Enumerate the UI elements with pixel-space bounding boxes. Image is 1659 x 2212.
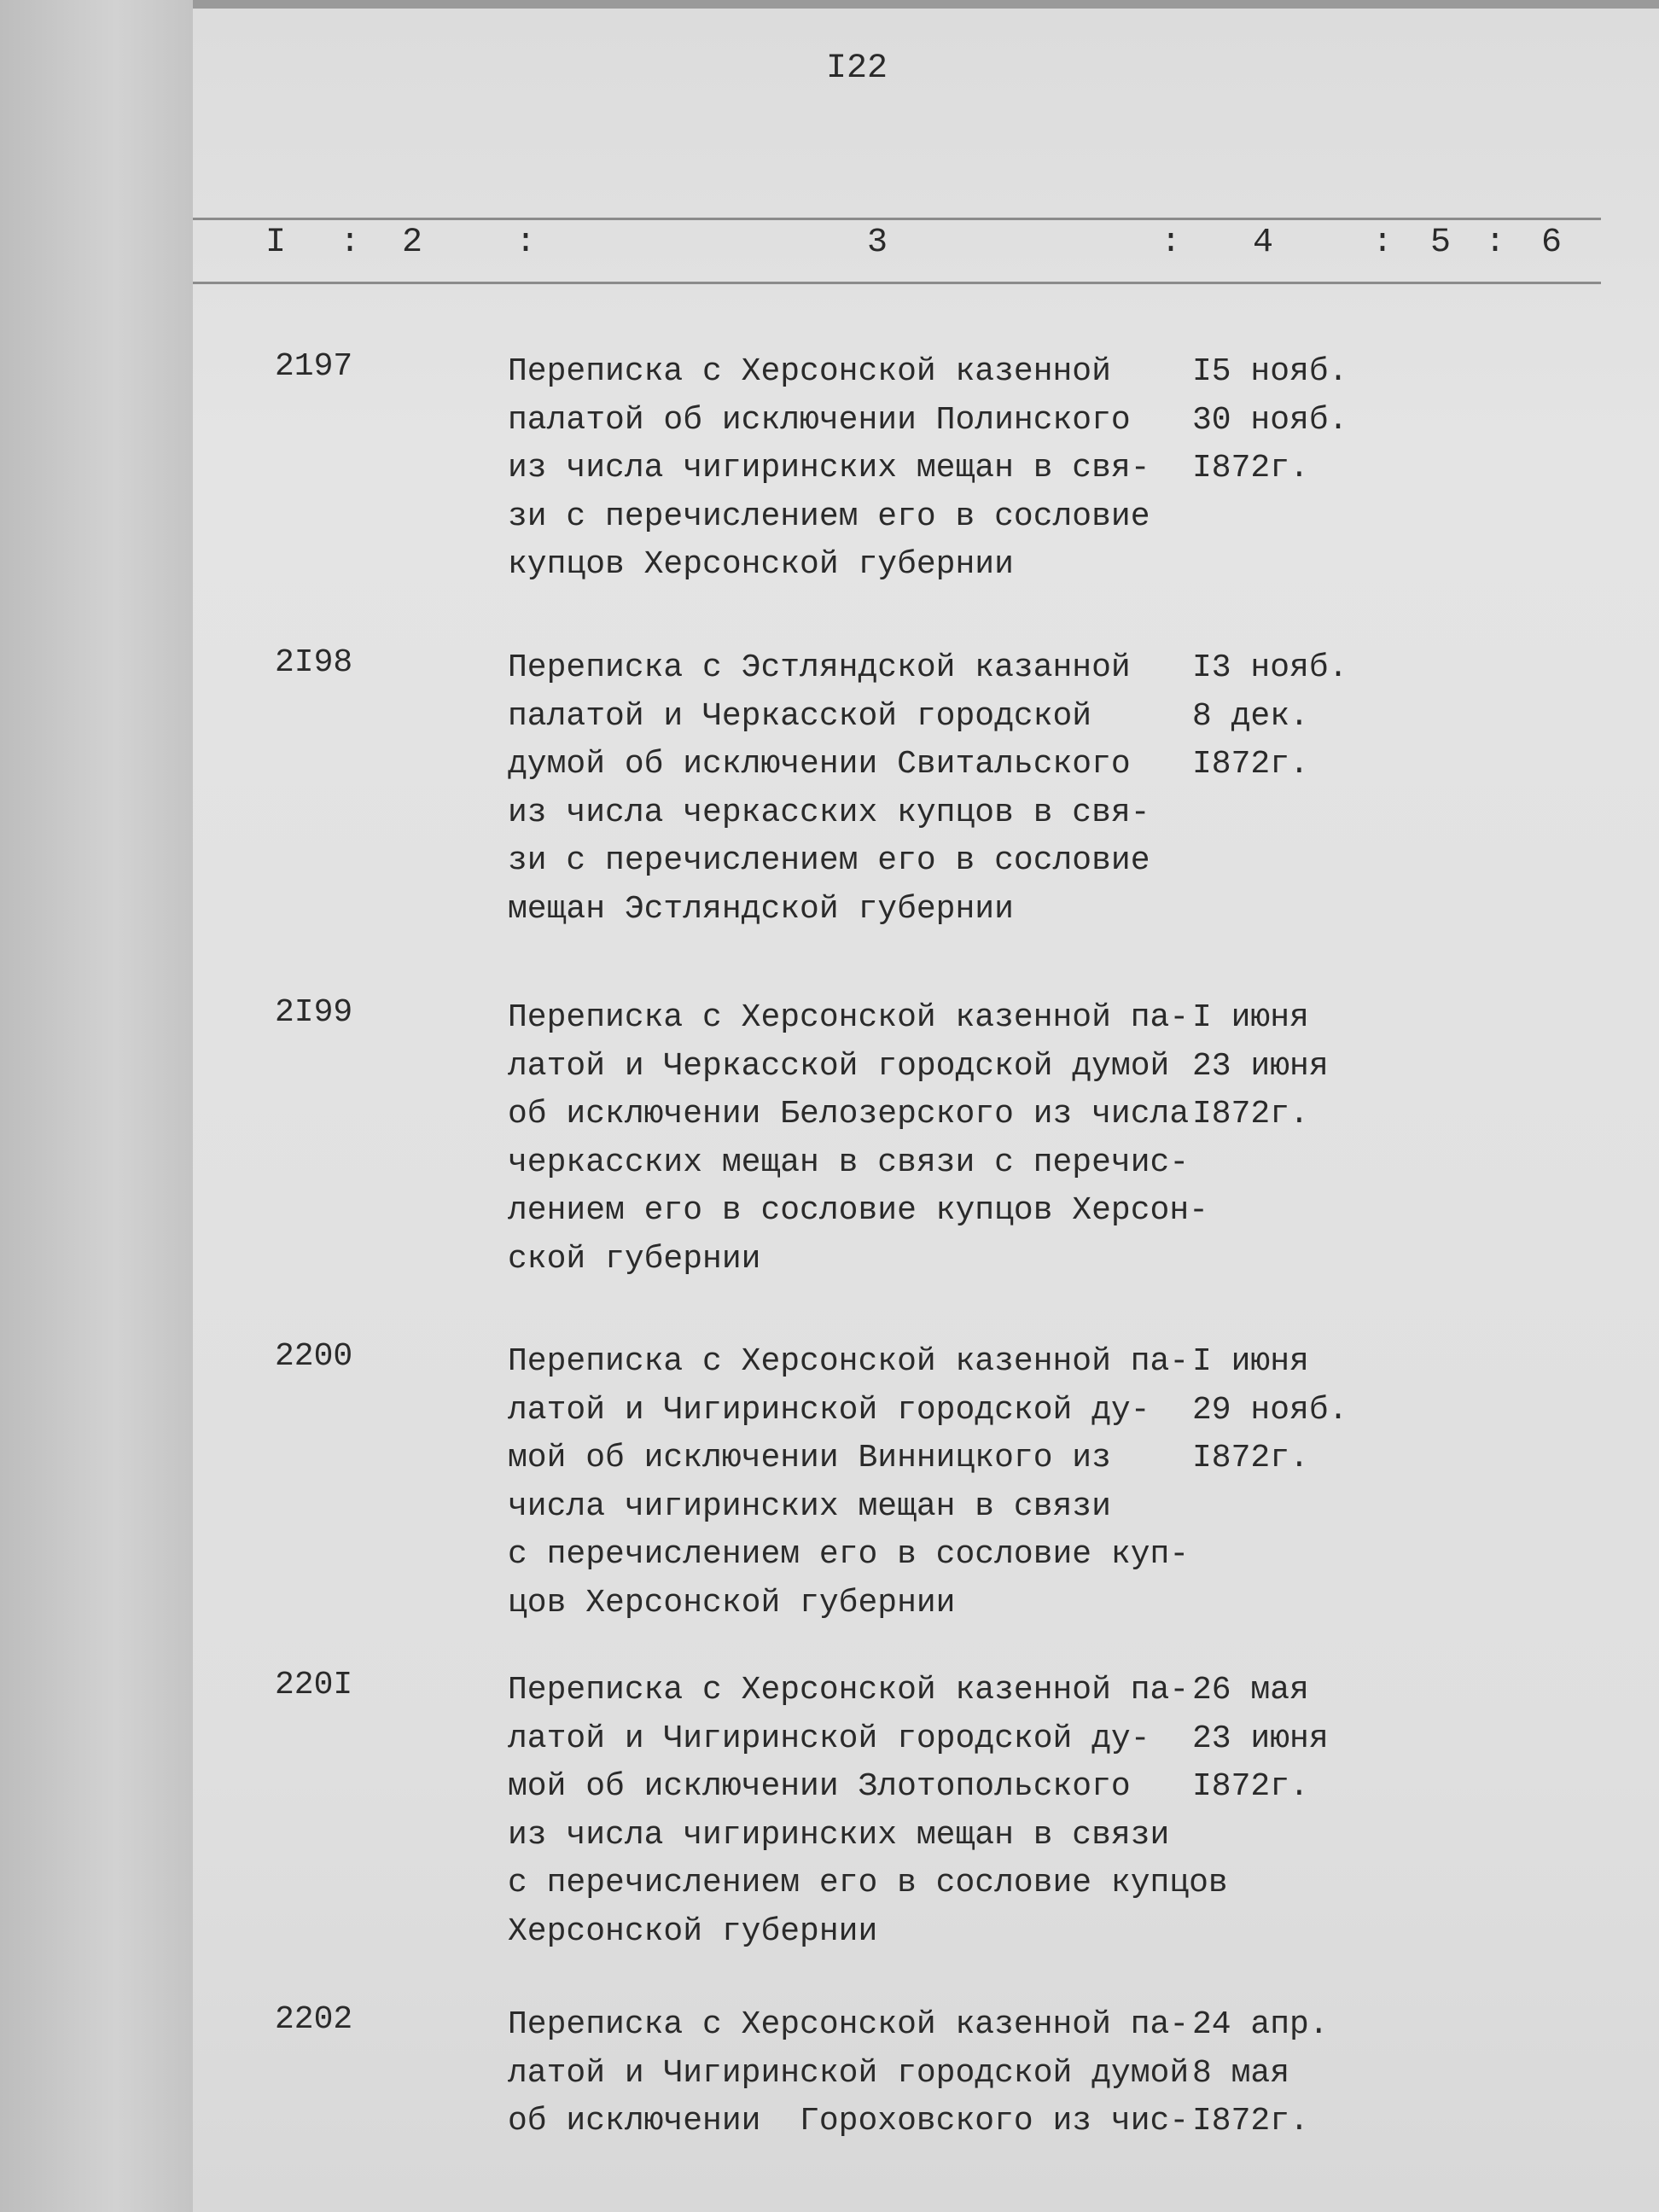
description-line: латой и Чигиринской городской ду- — [508, 1391, 1150, 1429]
description-line: думой об исключении Свитальского — [508, 746, 1131, 783]
page-number: I22 — [826, 49, 888, 88]
date-line: 8 мая — [1192, 2054, 1290, 2092]
description-line: из числа черкасских купцов в свя- — [508, 794, 1150, 831]
description-line: латой и Чигиринской городской ду- — [508, 1720, 1150, 1757]
description-line: с перечислением его в сословие купцов — [508, 1865, 1228, 1901]
record-number: 2I98 — [275, 644, 353, 681]
description-line: черкасских мещан в связи с перечис- — [508, 1144, 1190, 1181]
description-line: цов Херсонской губернии — [508, 1584, 956, 1621]
record-number: 2I99 — [275, 994, 353, 1031]
description-line: мещан Эстляндской губернии — [508, 890, 1014, 928]
record-description — [508, 1338, 1189, 1627]
column-header-6: 6 — [1541, 224, 1563, 262]
column-separator: : — [515, 224, 537, 262]
record-description — [508, 644, 1150, 934]
description-line: латой и Чигиринской городской думой — [508, 2054, 1190, 2092]
description-line: палатой об исключении Полинского — [508, 401, 1131, 439]
description-line: палатой и Черкасской городской — [508, 697, 1092, 735]
record-dates — [1192, 644, 1348, 789]
description-line: об исключении Белозерского из числа — [508, 1096, 1190, 1132]
description-line: об исключении Гороховского из чис- — [508, 2103, 1190, 2139]
record-description — [508, 994, 1208, 1284]
record-dates — [1192, 1338, 1348, 1483]
column-separator: : — [1161, 224, 1182, 262]
column-header-1: I — [265, 224, 287, 262]
date-line: 23 июня — [1192, 1047, 1329, 1085]
description-line: числа чигиринских мещан в связи — [508, 1487, 1111, 1525]
date-line: I872г. — [1192, 2103, 1309, 2139]
adjacent-page-edge — [0, 0, 193, 2212]
description-line: мой об исключении Винницкого из — [508, 1440, 1111, 1476]
column-separator: : — [1485, 224, 1506, 262]
description-line: Переписка с Херсонской казенной па- — [508, 1343, 1190, 1380]
record-number: 2202 — [275, 2001, 353, 2038]
date-line: I872г. — [1192, 1096, 1309, 1132]
description-line: Переписка с Херсонской казенной па- — [508, 1672, 1190, 1708]
date-line: I июня — [1192, 1343, 1309, 1380]
date-line: I июня — [1192, 999, 1309, 1036]
description-line: Переписка с Херсонской казенной — [508, 353, 1111, 390]
date-line: I872г. — [1192, 1768, 1309, 1805]
date-line: I872г. — [1192, 746, 1309, 783]
date-line: I872г. — [1192, 1440, 1309, 1476]
column-separator: : — [340, 224, 361, 262]
record-dates — [1192, 1667, 1329, 1812]
record-description — [508, 348, 1150, 590]
record-description — [508, 2001, 1189, 2146]
date-line: 8 дек. — [1192, 697, 1309, 735]
record-dates — [1192, 348, 1348, 493]
description-line: ской губернии — [508, 1240, 761, 1278]
description-line: из числа чигиринских мещан в связи — [508, 1816, 1170, 1854]
record-dates — [1192, 2001, 1329, 2146]
date-line: I872г. — [1192, 450, 1309, 486]
date-line: 30 нояб. — [1192, 401, 1348, 439]
description-line: латой и Черкасской городской думой — [508, 1047, 1170, 1085]
column-separator: : — [1372, 224, 1394, 262]
header-bottom-rule — [193, 282, 1601, 284]
description-line: Переписка с Херсонской казенной па- — [508, 2006, 1190, 2043]
header-top-rule — [193, 218, 1601, 220]
date-line: 26 мая — [1192, 1672, 1309, 1708]
date-line: I3 нояб. — [1192, 649, 1348, 686]
column-header-3: 3 — [867, 224, 888, 262]
description-line: купцов Херсонской губернии — [508, 546, 1014, 583]
record-number: 2200 — [275, 1338, 353, 1375]
description-line: мой об исключении Злотопольского — [508, 1768, 1131, 1805]
description-line: Херсонской губернии — [508, 1912, 878, 1950]
description-line: лением его в сословие купцов Херсон- — [508, 1192, 1208, 1229]
column-header-2: 2 — [402, 224, 423, 262]
description-line: Переписка с Эстляндской казанной — [508, 649, 1131, 686]
record-number: 2197 — [275, 348, 353, 385]
record-number: 220I — [275, 1667, 353, 1703]
description-line: с перечислением его в сословие куп- — [508, 1536, 1190, 1573]
description-line: Переписка с Херсонской казенной па- — [508, 999, 1190, 1036]
date-line: 24 апр. — [1192, 2006, 1329, 2043]
description-line: из числа чигиринских мещан в свя- — [508, 450, 1150, 486]
column-header-4: 4 — [1253, 224, 1274, 262]
date-line: 23 июня — [1192, 1720, 1329, 1757]
column-header-5: 5 — [1430, 224, 1452, 262]
date-line: I5 нояб. — [1192, 353, 1348, 390]
record-description — [508, 1667, 1228, 1956]
description-line: зи с перечислением его в сословие — [508, 842, 1150, 879]
record-dates — [1192, 994, 1329, 1139]
description-line: зи с перечислением его в сословие — [508, 498, 1150, 535]
date-line: 29 нояб. — [1192, 1391, 1348, 1429]
